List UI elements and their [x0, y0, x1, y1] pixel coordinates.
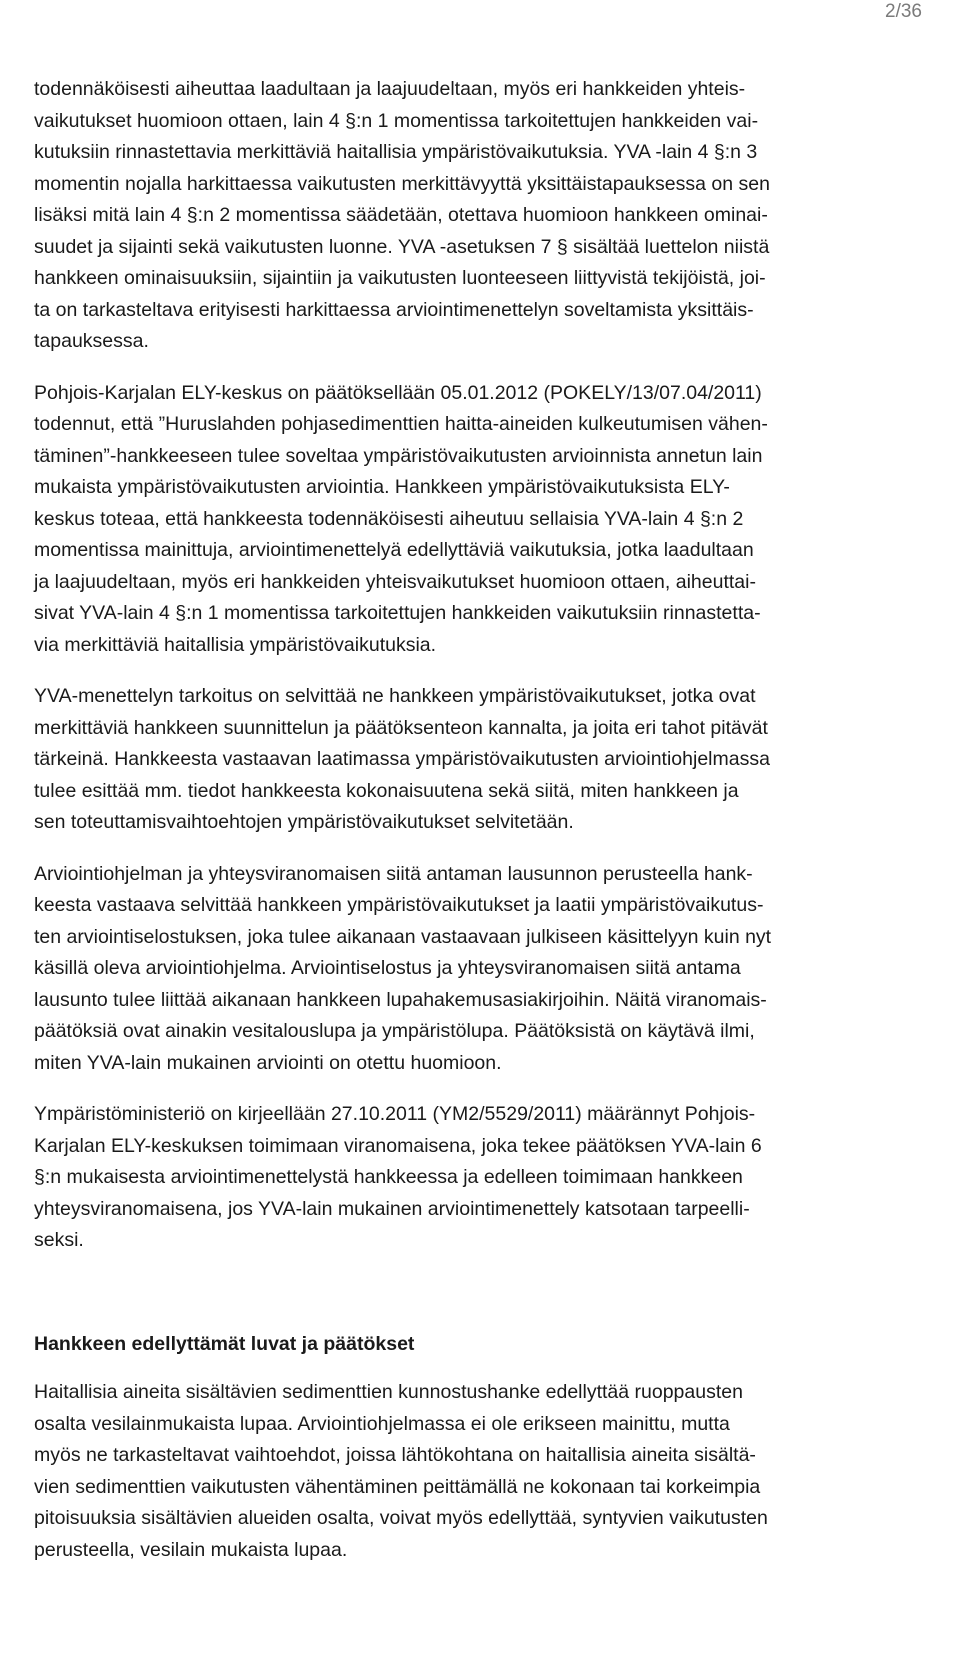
text-line: myös ne tarkasteltavat vaihtoehdot, joissa lähtökohtana on haitallisia aineita sisältä-	[34, 1444, 756, 1466]
text-line: vien sedimenttien vaikutusten vähentäminen peittämällä ne kokonaan tai korkeimpia	[34, 1475, 761, 1498]
page-content	[34, 74, 904, 1566]
text-line: merkittäviä hankkeen suunnittelun ja päätöksenteon kannalta, ja joita eri tahot pitävät	[34, 716, 768, 739]
paragraph-ministry-letter	[34, 1099, 904, 1257]
paragraph-yva-purpose	[34, 681, 904, 839]
text-line: mukaista ympäristövaikutusten arviointia. Hankkeen ympäristövaikutuksista ELY-	[34, 476, 730, 498]
text-line: via merkittäviä haitallisia ympäristövaikutuksia.	[34, 633, 437, 656]
text-line: Ympäristöministeriö on kirjeellään 27.10.2011 (YM2/5529/2011) määrännyt Pohjois-	[34, 1103, 756, 1125]
text-line: seksi.	[34, 1229, 84, 1251]
text-line: Pohjois-Karjalan ELY-keskus on päätöksellään 05.01.2012 (POKELY/13/07.04/2011)	[34, 381, 762, 404]
text-line: keesta vastaava selvittää hankkeen ympäristövaikutukset ja laatii ympäristövaikutus-	[34, 894, 764, 916]
text-line: hankkeen ominaisuuksiin, sijaintiin ja vaikutusten luonteeseen liittyvistä tekijöistä, joi-	[34, 267, 766, 289]
text-line: osalta vesilainmukaista lupaa. Arviointiohjelmassa ei ole erikseen mainittu, mutta	[34, 1412, 730, 1435]
text-line: todennäköisesti aiheuttaa laadultaan ja laajuudeltaan, myös eri hankkeiden yhteis-	[34, 78, 746, 100]
text-line: Arviointiohjelman ja yhteysviranomaisen siitä antaman lausunnon perusteella hank-	[34, 862, 753, 885]
section-heading: Hankkeen edellyttämät luvat ja päätökset	[34, 1332, 415, 1355]
text-line: suudet ja sijainti sekä vaikutusten luonne. YVA -asetuksen 7 § sisältää luettelon niistä	[34, 235, 770, 258]
text-line: kutuksiin rinnastettavia merkittäviä haitallisia ympäristövaikutuksia. YVA -lain 4 §:n 3	[34, 141, 758, 163]
text-line: täminen”-hankkeeseen tulee soveltaa ympäristövaikutusten arvioinnista annetun lain	[34, 444, 763, 467]
text-line: ten arviointiselostuksen, joka tulee aikanaan vastaavaan julkiseen käsittelyyn kuin nyt	[34, 925, 772, 948]
text-line: Karjalan ELY-keskuksen toimimaan viranomaisena, joka tekee päätöksen YVA-lain 6	[34, 1134, 762, 1157]
text-line: lausunto tulee liittää aikanaan hankkeen lupahakemusasiakirjoihin. Näitä viranomais-	[34, 988, 767, 1011]
text-line: tulee esittää mm. tiedot hankkeesta kokonaisuutena sekä siitä, miten hankkeen ja	[34, 779, 739, 802]
text-line: keskus toteaa, että hankkeesta todennäköisesti aiheutuu sellaisia YVA-lain 4 §:n 2	[34, 507, 744, 530]
text-line: miten YVA-lain mukainen arviointi on otettu huomioon.	[34, 1051, 502, 1074]
text-line: sen toteuttamisvaihtoehtojen ympäristövaikutukset selvitetään.	[34, 811, 574, 833]
text-line: §:n mukaisesta arviointimenettelystä hankkeessa ja edelleen toimimaan hankkeen	[34, 1166, 743, 1188]
text-line: momentissa mainittuja, arviointimenettelyä edellyttäviä vaikutuksia, jotka laadultaan	[34, 539, 754, 561]
text-line: lisäksi mitä lain 4 §:n 2 momentissa säädetään, otettava huomioon hankkeen ominai-	[34, 204, 768, 226]
text-line: tapauksessa.	[34, 330, 149, 352]
page-number: 2/36	[885, 1, 922, 22]
text-line: pitoisuuksia sisältävien alueiden osalta, voivat myös edellyttää, syntyvien vaikutusten	[34, 1507, 768, 1529]
text-line: perusteella, vesilain mukaista lupaa.	[34, 1538, 348, 1561]
text-line: Haitallisia aineita sisältävien sedimenttien kunnostushanke edellyttää ruoppausten	[34, 1381, 743, 1403]
text-line: momentin nojalla harkittaessa vaikutusten merkittävyyttä yksittäistapauksessa on sen	[34, 172, 770, 195]
text-line: käsillä oleva arviointiohjelma. Arviointiselostus ja yhteysviranomaisen siitä antama	[34, 957, 741, 979]
paragraph-yva-screening	[34, 74, 904, 358]
text-line: sivat YVA-lain 4 §:n 1 momentissa tarkoitettujen hankkeiden vaikutuksiin rinnastetta-	[34, 602, 761, 624]
text-line: päätöksiä ovat ainakin vesitalouslupa ja ympäristölupa. Päätöksistä on käytävä ilmi,	[34, 1020, 755, 1042]
paragraph-permits	[34, 1377, 904, 1566]
paragraph-assessment-report	[34, 859, 904, 1080]
text-line: yhteysviranomaisena, jos YVA-lain mukainen arviointimenettely katsotaan tarpeelli-	[34, 1197, 750, 1220]
text-line: todennut, että ”Huruslahden pohjasedimenttien haitta-aineiden kulkeutumisen vähen-	[34, 413, 768, 435]
text-line: YVA-menettelyn tarkoitus on selvittää ne hankkeen ympäristövaikutukset, jotka ovat	[34, 685, 756, 707]
text-line: tärkeinä. Hankkeesta vastaavan laatimassa ympäristövaikutusten arviointiohjelmassa	[34, 748, 770, 770]
paragraph-ely-decision	[34, 378, 904, 662]
text-line: ta on tarkasteltava erityisesti harkittaessa arviointimenettelyn soveltamista yksittäis-	[34, 298, 754, 321]
text-line: ja laajuudeltaan, myös eri hankkeiden yhteisvaikutukset huomioon ottaen, aiheuttai-	[34, 570, 756, 593]
text-line: vaikutukset huomioon ottaen, lain 4 §:n 1 momentissa tarkoitettujen hankkeiden vai-	[34, 109, 759, 132]
